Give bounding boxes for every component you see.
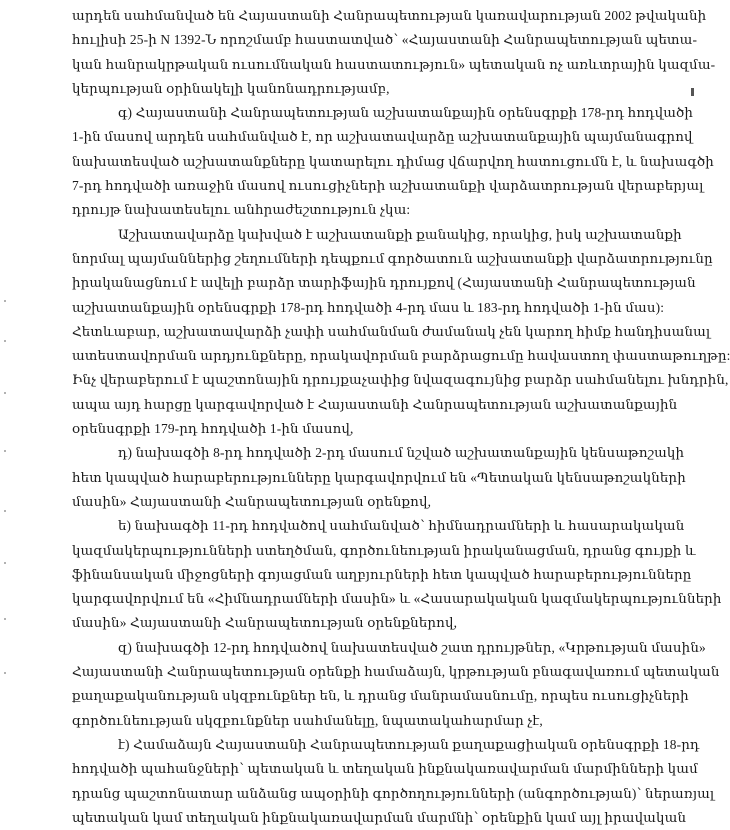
document-line: դրույթ նախատեսելու անհրաժեշտություն չկա:	[72, 202, 411, 218]
document-line: Աշխատավարձը կախված է աշխատանքի քանակից, որակից, իսկ աշխատանքի	[118, 226, 682, 242]
document-line: դրանց պաշտոնատար անձանց ապօրինի գործողությունների (անգործության)՝ ներառյալ	[72, 785, 715, 801]
document-line: մասին» Հայաստանի Հանրապետության օրենքով,	[72, 493, 432, 509]
document-line: է) Համաձայն Հայաստանի Հանրապետության քաղաքացիական օրենսգրքի 18-րդ	[118, 736, 700, 752]
margin-scan-marks	[0, 300, 12, 720]
document-line: 7-րդ հոդվածի առաջին մասով ուսուցիչների աշխատանքի վարձատրության վերաբերյալ	[72, 178, 704, 194]
document-line: Հայաստանի Հանրապետության օրենքի համաձայն, կրթության բնագավառում պետական	[72, 664, 720, 680]
document-line: կան հանրակրթական ուսումնական հաստատություն» պետական ոչ առևտրային կազմա-	[72, 56, 716, 72]
document-line: դ) նախագծի 8-րդ հոդվածի 2-րդ մասում նշված աշխատանքային կենսաթոշակի	[118, 445, 685, 461]
document-line: ատեստավորման արդյունքները, որակավորման բարձրացումը հավաստող փաստաթուղթը:	[72, 348, 730, 364]
document-line: կարգավորվում են «Հիմնադրամների մասին» և «Հասարակական կազմակերպությունների	[72, 591, 722, 607]
document-line: արդեն սահմանված են Հայաստանի Հանրապետության կառավարության 2002 թվականի	[72, 8, 707, 23]
document-line: ֆինանսական միջոցների գոյացման աղբյուրների հետ կապված հարաբերությունները	[72, 566, 692, 582]
document-line: զ) նախագծի 12-րդ հոդվածով նախատեսված շատ դրույթներ, «Կրթության մասին»	[118, 639, 706, 655]
document-line: հոդվածի պահանջների՝ պետական և տեղական ինքնակառավարման մարմինների կամ	[72, 761, 698, 777]
document-line: կերպության օրինակելի կանոնադրությամբ,	[72, 80, 390, 96]
document-line: օրենսգրքի 179-րդ հոդվածի 1-ին մասով,	[72, 421, 354, 437]
document-line: նորմալ պայմաններից շեղումների դեպքում գործատուն աշխատանքի վարձատրությունը	[72, 250, 713, 266]
document-line: գ) Հայաստանի Հանրապետության աշխատանքային օրենսգրքի 178-րդ հոդվածի	[118, 105, 694, 121]
document-line: կազմակերպությունների ստեղծման, գործունեության իրականացման, դրանց գույքի և	[72, 542, 696, 558]
scan-artifact-mark	[691, 88, 694, 96]
document-line: գործունեության սկզբունքներ սահմանելը, նպատակահարմար չէ,	[72, 712, 543, 728]
document-line: հուլիսի 25-ի N 1392-Ն որոշմամբ հաստատված՝ «Հայաստանի Հանրապետության պետա-	[72, 32, 698, 48]
document-line: հետ կապված հարաբերությունները կարգավորվում են «Պետական կենսաթոշակների	[72, 469, 686, 485]
document-line: պետական կամ տեղական ինքնակառավարման մարմնի՝ օրենքին կամ այլ իրավական	[72, 809, 687, 825]
document-line: Հետևաբար, աշխատավարձի չափի սահմանման ժամանակ չեն կարող հիմք հանդիսանալ	[72, 323, 711, 339]
document-line: իրականացնում է ավելի բարձր տարիֆային դրույքով (Հայաստանի Հանրապետության	[72, 275, 696, 291]
document-line: քաղաքականության սկզբունքներ են, և դրանց մանրամասնումը, որպես ուսուցիչների	[72, 688, 689, 704]
document-line: Ինչ վերաբերում է պաշտոնային դրույքաչափից նվազագույնից բարձր սահմանելու խնդրին,	[72, 372, 729, 388]
document-line: աշխատանքային օրենսգրքի 178-րդ հոդվածի 4-րդ մաս և 183-րդ հոդվածի 1-ին մաս):	[72, 299, 665, 315]
document-line: ե) նախագծի 11-րդ հոդվածով սահմանված՝ հիմնադրամների և հասարակական	[118, 518, 685, 534]
document-line: նախատեսված աշխատանքները կատարելու դիմաց վճարվող հատուցումն է, և նախագծի	[72, 153, 714, 169]
document-line: 1-ին մասով արդեն սահմանված է, որ աշխատավարձը աշխատանքային պայմանագրով	[72, 129, 693, 145]
document-body	[72, 4, 730, 830]
document-line: մասին» Հայաստանի Հանրապետության օրենքներով,	[72, 615, 458, 631]
document-line: ապա այդ հարցը կարգավորված է Հայաստանի Հանրապետության աշխատանքային	[72, 396, 678, 412]
